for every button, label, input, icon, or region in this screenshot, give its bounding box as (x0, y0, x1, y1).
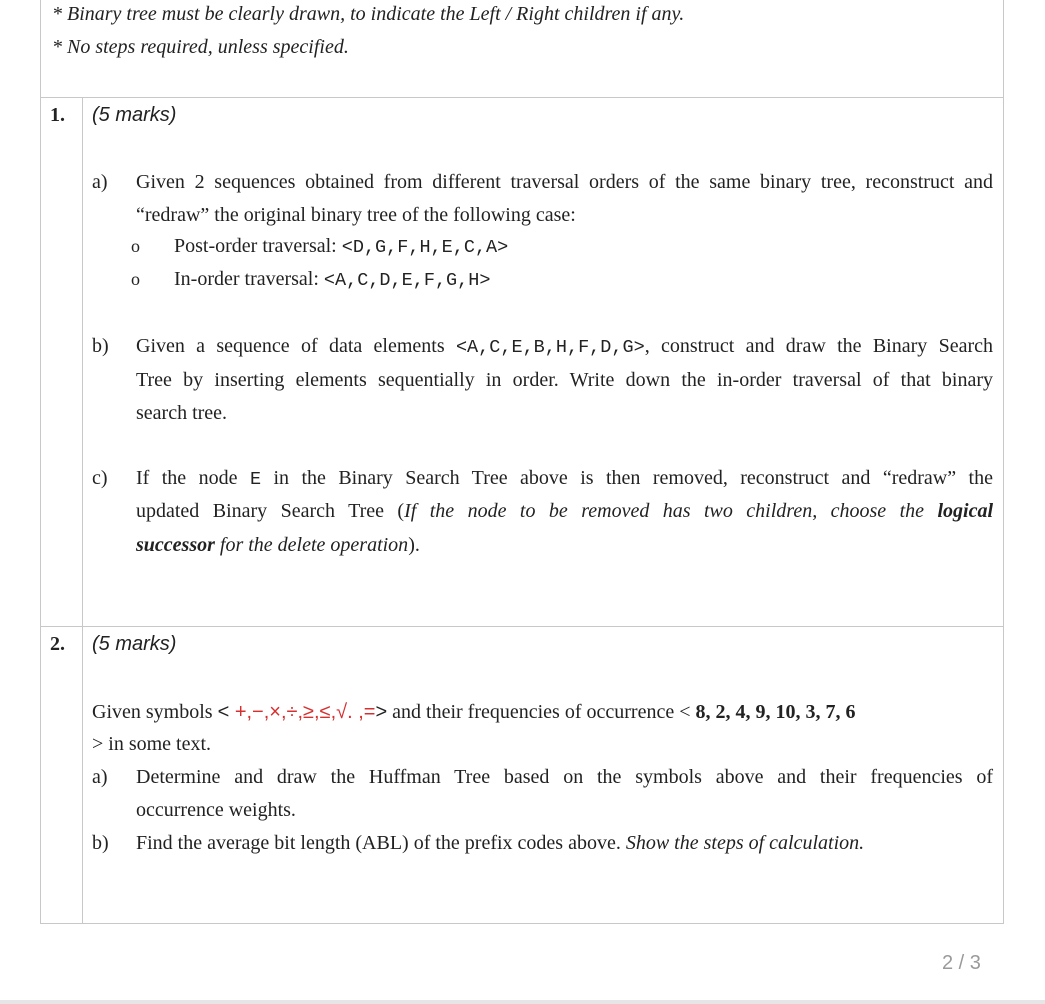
q1c-line1-post: in the Binary Search Tree above is then removed, reconstruct and “redraw” the (261, 467, 993, 489)
inorder-sequence: <A,C,D,E,F,G,H> (323, 270, 491, 291)
q1-marks: (5 marks) (92, 104, 177, 126)
q1b-line1-pre: Given a sequence of data elements (136, 335, 456, 357)
q1b-line2: Tree by inserting elements sequentially in order. Write down the in-order traversal of that binary (136, 369, 993, 391)
symbols-close: > (375, 701, 388, 723)
table-left-border (40, 0, 41, 924)
q1c-line1-pre: If the node (136, 467, 250, 489)
q1b-sequence: <A,C,E,B,H,F,D,G> (455, 337, 645, 358)
viewer-bottom-bar (0, 1000, 1045, 1004)
inorder-line (174, 268, 490, 291)
q1c-logical: logical (937, 500, 994, 522)
table-bottom-border (40, 923, 1004, 924)
q1b-line1-post: , construct and draw the Binary Search (644, 335, 993, 357)
q1c-successor: successor (136, 534, 215, 556)
inorder-label: In-order traversal: (174, 268, 324, 290)
q1c-line3 (136, 534, 420, 557)
q2b-main: Find the average bit length (ABL) of the prefix codes above. (136, 832, 626, 854)
q1c-node: E (249, 469, 262, 490)
row-divider-notes (40, 97, 1004, 98)
note-binary-tree: * Binary tree must be clearly drawn, to indicate the Left / Right children if any. (52, 3, 685, 25)
q2-intro-mid: and their frequencies of occurrence < (387, 701, 696, 723)
page-total: 3 (969, 952, 981, 974)
q2-marks: (5 marks) (92, 633, 177, 655)
q1a-label: a) (92, 171, 108, 193)
q1c-line2 (136, 500, 993, 523)
huffman-frequencies: 8, 2, 4, 9, 10, 3, 7, 6 (695, 701, 856, 723)
q2a-line2: occurrence weights. (136, 799, 296, 821)
q1a-line2: “redraw” the original binary tree of the following case: (136, 204, 576, 226)
q2-intro-pre: Given symbols (92, 701, 218, 723)
table-right-border (1003, 0, 1004, 924)
page-current: 2 (942, 952, 954, 974)
q1a-line1: Given 2 sequences obtained from different traversal orders of the same binary tree, reconstruct and (136, 171, 993, 193)
q1c-line2-italic: If the node to be removed has two children, choose the (404, 500, 938, 522)
q1c-line1 (136, 467, 993, 490)
q2a-label: a) (92, 766, 108, 788)
q2-intro-line1 (92, 701, 855, 724)
q1c-label: c) (92, 467, 108, 489)
q2b-italic: Show the steps of calculation. (625, 832, 865, 854)
q1c-line2-pre: updated Binary Search Tree ( (136, 500, 405, 522)
q1c-line3-italic: for the delete operation (214, 534, 409, 556)
column-divider (82, 97, 83, 924)
page-indicator (942, 952, 981, 975)
q2b-text (136, 832, 864, 855)
page-separator: / (953, 952, 970, 974)
q1b-line3: search tree. (136, 402, 228, 424)
huffman-symbols: +,−,×,÷,≥,≤,√. ,= (234, 701, 376, 723)
note-no-steps: * No steps required, unless specified. (52, 36, 349, 58)
q2-intro-line2: > in some text. (92, 733, 212, 755)
q2b-label: b) (92, 832, 109, 854)
postorder-line (174, 235, 508, 258)
q1c-line3-post: ). (408, 534, 420, 556)
q2a-line1: Determine and draw the Huffman Tree based on the symbols above and their frequencies of (136, 766, 993, 788)
postorder-label: Post-order traversal: (174, 235, 342, 257)
q1b-label: b) (92, 335, 109, 357)
bullet-postorder: o (131, 236, 140, 256)
q2-number: 2. (50, 633, 65, 655)
symbols-open: < (217, 701, 235, 723)
q1b-line1 (136, 335, 993, 358)
bullet-inorder: o (131, 269, 140, 289)
postorder-sequence: <D,G,F,H,E,C,A> (341, 237, 509, 258)
q1-number: 1. (50, 104, 65, 126)
row-divider-q2 (40, 626, 1004, 627)
